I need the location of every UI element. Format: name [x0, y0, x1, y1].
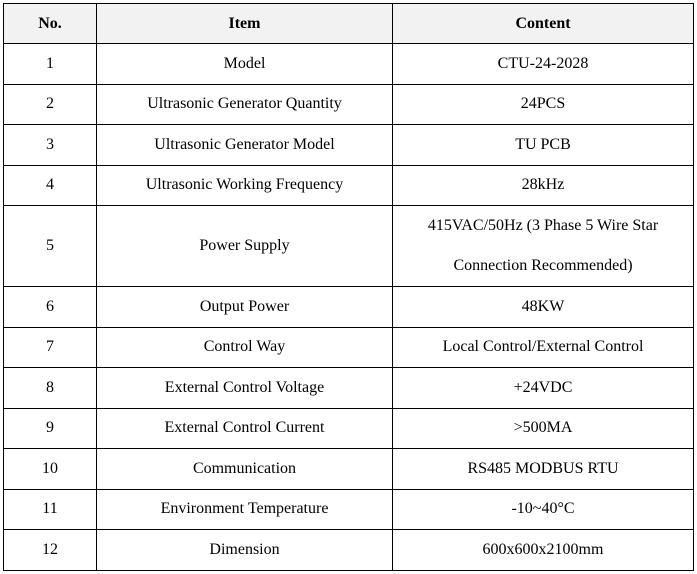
- cell-item: Ultrasonic Generator Quantity: [97, 84, 393, 125]
- cell-no: 12: [4, 530, 97, 571]
- cell-item: Ultrasonic Generator Model: [97, 125, 393, 166]
- cell-item: Power Supply: [97, 206, 393, 287]
- table-row: [4, 165, 694, 206]
- table-row: [4, 449, 694, 490]
- cell-no: 9: [4, 408, 97, 449]
- cell-item: Model: [97, 44, 393, 85]
- table-row: [4, 125, 694, 166]
- cell-item: External Control Current: [97, 408, 393, 449]
- cell-no: 10: [4, 449, 97, 490]
- cell-item: Output Power: [97, 287, 393, 328]
- header-content: Content: [393, 4, 694, 44]
- table-row: [4, 489, 694, 530]
- cell-content: [393, 206, 694, 287]
- cell-no: 3: [4, 125, 97, 166]
- cell-no: 8: [4, 368, 97, 409]
- cell-content: CTU-24-2028: [393, 44, 694, 85]
- cell-item: Communication: [97, 449, 393, 490]
- cell-item: External Control Voltage: [97, 368, 393, 409]
- cell-no: 1: [4, 44, 97, 85]
- cell-item: Environment Temperature: [97, 489, 393, 530]
- table-row: [4, 287, 694, 328]
- cell-item: Control Way: [97, 327, 393, 368]
- cell-content: 48KW: [393, 287, 694, 328]
- cell-no: 7: [4, 327, 97, 368]
- cell-item: Ultrasonic Working Frequency: [97, 165, 393, 206]
- table-row: [4, 327, 694, 368]
- table-row: [4, 84, 694, 125]
- table-row: [4, 206, 694, 287]
- cell-item: Dimension: [97, 530, 393, 571]
- cell-content: 24PCS: [393, 84, 694, 125]
- cell-content: +24VDC: [393, 368, 694, 409]
- cell-content: >500MA: [393, 408, 694, 449]
- cell-no: 11: [4, 489, 97, 530]
- cell-no: 5: [4, 206, 97, 287]
- cell-no: 4: [4, 165, 97, 206]
- header-item: Item: [97, 4, 393, 44]
- cell-content: RS485 MODBUS RTU: [393, 449, 694, 490]
- cell-content: TU PCB: [393, 125, 694, 166]
- table-header-row: [4, 4, 694, 44]
- cell-content: 28kHz: [393, 165, 694, 206]
- table-row: [4, 408, 694, 449]
- table-row: [4, 368, 694, 409]
- specification-table: [3, 3, 694, 571]
- table-row: [4, 530, 694, 571]
- cell-content: -10~40°C: [393, 489, 694, 530]
- table-row: [4, 44, 694, 85]
- cell-content: 600x600x2100mm: [393, 530, 694, 571]
- cell-content-line-2: Connection Recommended): [453, 257, 633, 274]
- header-no: No.: [4, 4, 97, 44]
- cell-no: 2: [4, 84, 97, 125]
- cell-no: 6: [4, 287, 97, 328]
- cell-content-line-1: 415VAC/50Hz (3 Phase 5 Wire Star: [427, 217, 659, 234]
- cell-content: Local Control/External Control: [393, 327, 694, 368]
